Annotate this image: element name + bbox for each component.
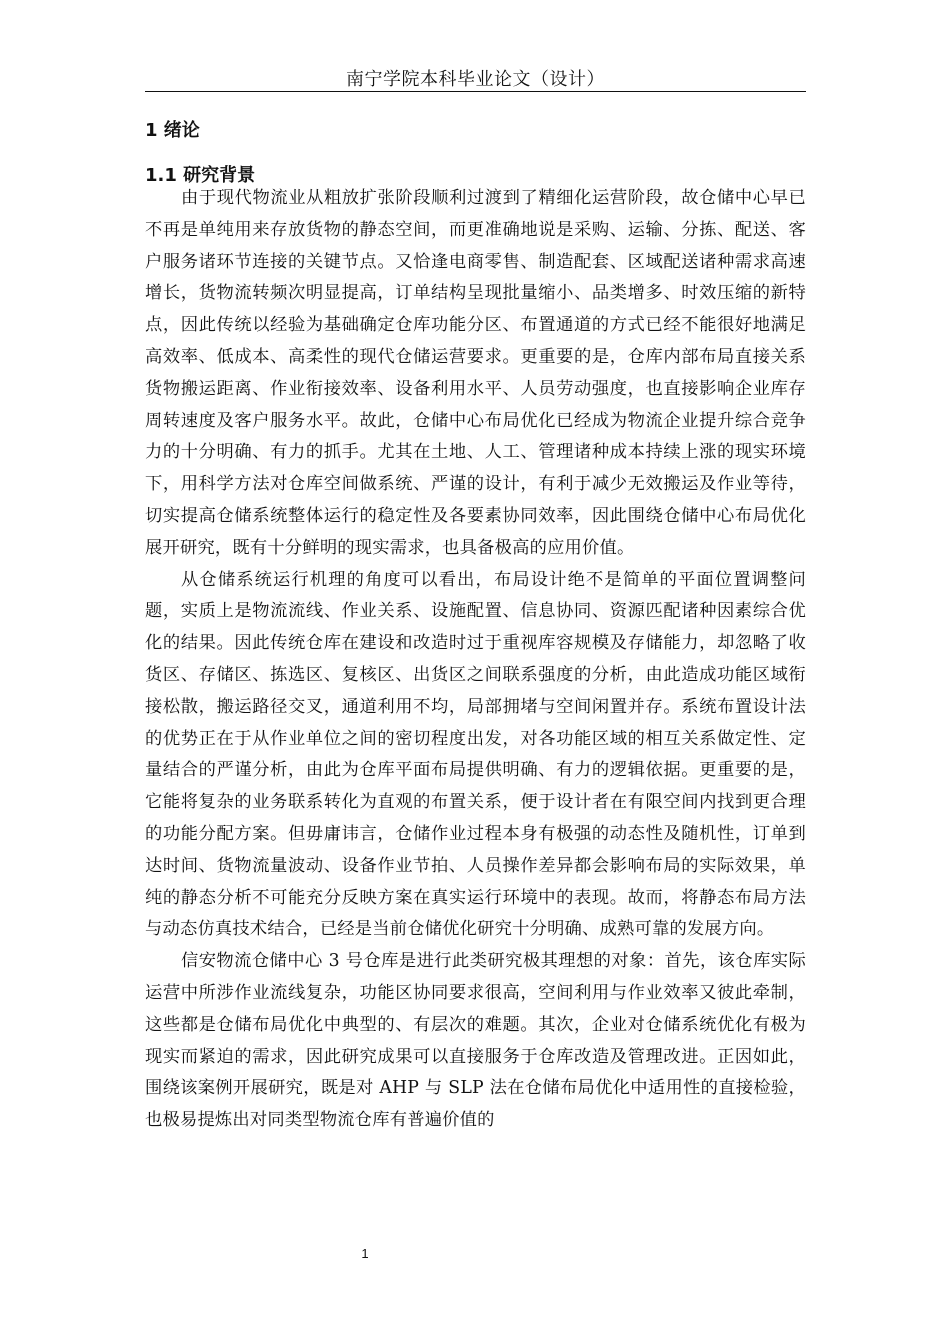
page-number: 1	[361, 1246, 369, 1261]
page-header-title: 南宁学院本科毕业论文（设计）	[346, 69, 605, 90]
body-text	[145, 183, 806, 1137]
header-divider	[145, 91, 806, 92]
section-heading: 1.1 研究背景	[145, 165, 256, 186]
paragraph-3: 信安物流仓储中心 3 号仓库是进行此类研究极其理想的对象：首先，该仓库实际运营中所涉作业流线复杂，功能区协同要求很高，空间利用与作业效率又彼此牵制，这些都是仓储布局优化中典型的、有层次的难题。其次，企业对仓储系统优化有极为现实而紧迫的需求，因此研究成果可以直接服务于仓库改造及管理改进。正因如此，围绕该案例开展研究，既是对 AHP 与 SLP 法在仓储布局优化中适用性的直接检验，也极易提炼出对同类型物流仓库有普遍价值的	[145, 951, 806, 1131]
chapter-heading: 1 绪论	[145, 120, 200, 141]
paragraph-2: 从仓储系统运行机理的角度可以看出，布局设计绝不是简单的平面位置调整问题，实质上是物流流线、作业关系、设施配置、信息协同、资源匹配诸种因素综合优化的结果。因此传统仓库在建设和改造时过于重视库容规模及存储能力，却忽略了收货区、存储区、拣选区、复核区、出货区之间联系强度的分析，由此造成功能区域衔接松散，搬运路径交叉，通道利用不均，局部拥堵与空间闲置并存。系统布置设计法的优势正在于从作业单位之间的密切程度出发，对各功能区域的相互关系做定性、定量结合的严谨分析，由此为仓库平面布局提供明确、有力的逻辑依据。更重要的是，它能将复杂的业务联系转化为直观的布置关系，便于设计者在有限空间内找到更合理的功能分配方案。但毋庸讳言，仓储作业过程本身有极强的动态性及随机性，订单到达时间、货物流量波动、设备作业节拍、人员操作差异都会影响布局的实际效果，单纯的静态分析不可能充分反映方案在真实运行环境中的表现。故而，将静态布局方法与动态仿真技术结合，已经是当前仓储优化研究十分明确、成熟可靠的发展方向。	[145, 569, 806, 940]
paragraph-1: 由于现代物流业从粗放扩张阶段顺利过渡到了精细化运营阶段，故仓储中心早已不再是单纯用来存放货物的静态空间，而更准确地说是采购、运输、分拣、配送、客户服务诸环节连接的关键节点。又恰逢电商零售、制造配套、区域配送诸种需求高速增长，货物流转频次明显提高，订单结构呈现批量缩小、品类增多、时效压缩的新特点，因此传统以经验为基础确定仓库功能分区、布置通道的方式已经不能很好地满足高效率、低成本、高柔性的现代仓储运营要求。更重要的是，仓库内部布局直接关系货物搬运距离、作业衔接效率、设备利用水平、人员劳动强度，也直接影响企业库存周转速度及客户服务水平。故此，仓储中心布局优化已经成为物流企业提升综合竞争力的十分明确、有力的抓手。尤其在土地、人工、管理诸种成本持续上涨的现实环境下，用科学方法对仓库空间做系统、严谨的设计，有利于减少无效搬运及作业等待，切实提高仓储系统整体运行的稳定性及各要素协同效率，因此围绕仓储中心布局优化展开研究，既有十分鲜明的现实需求，也具备极高的应用价值。	[145, 188, 806, 558]
